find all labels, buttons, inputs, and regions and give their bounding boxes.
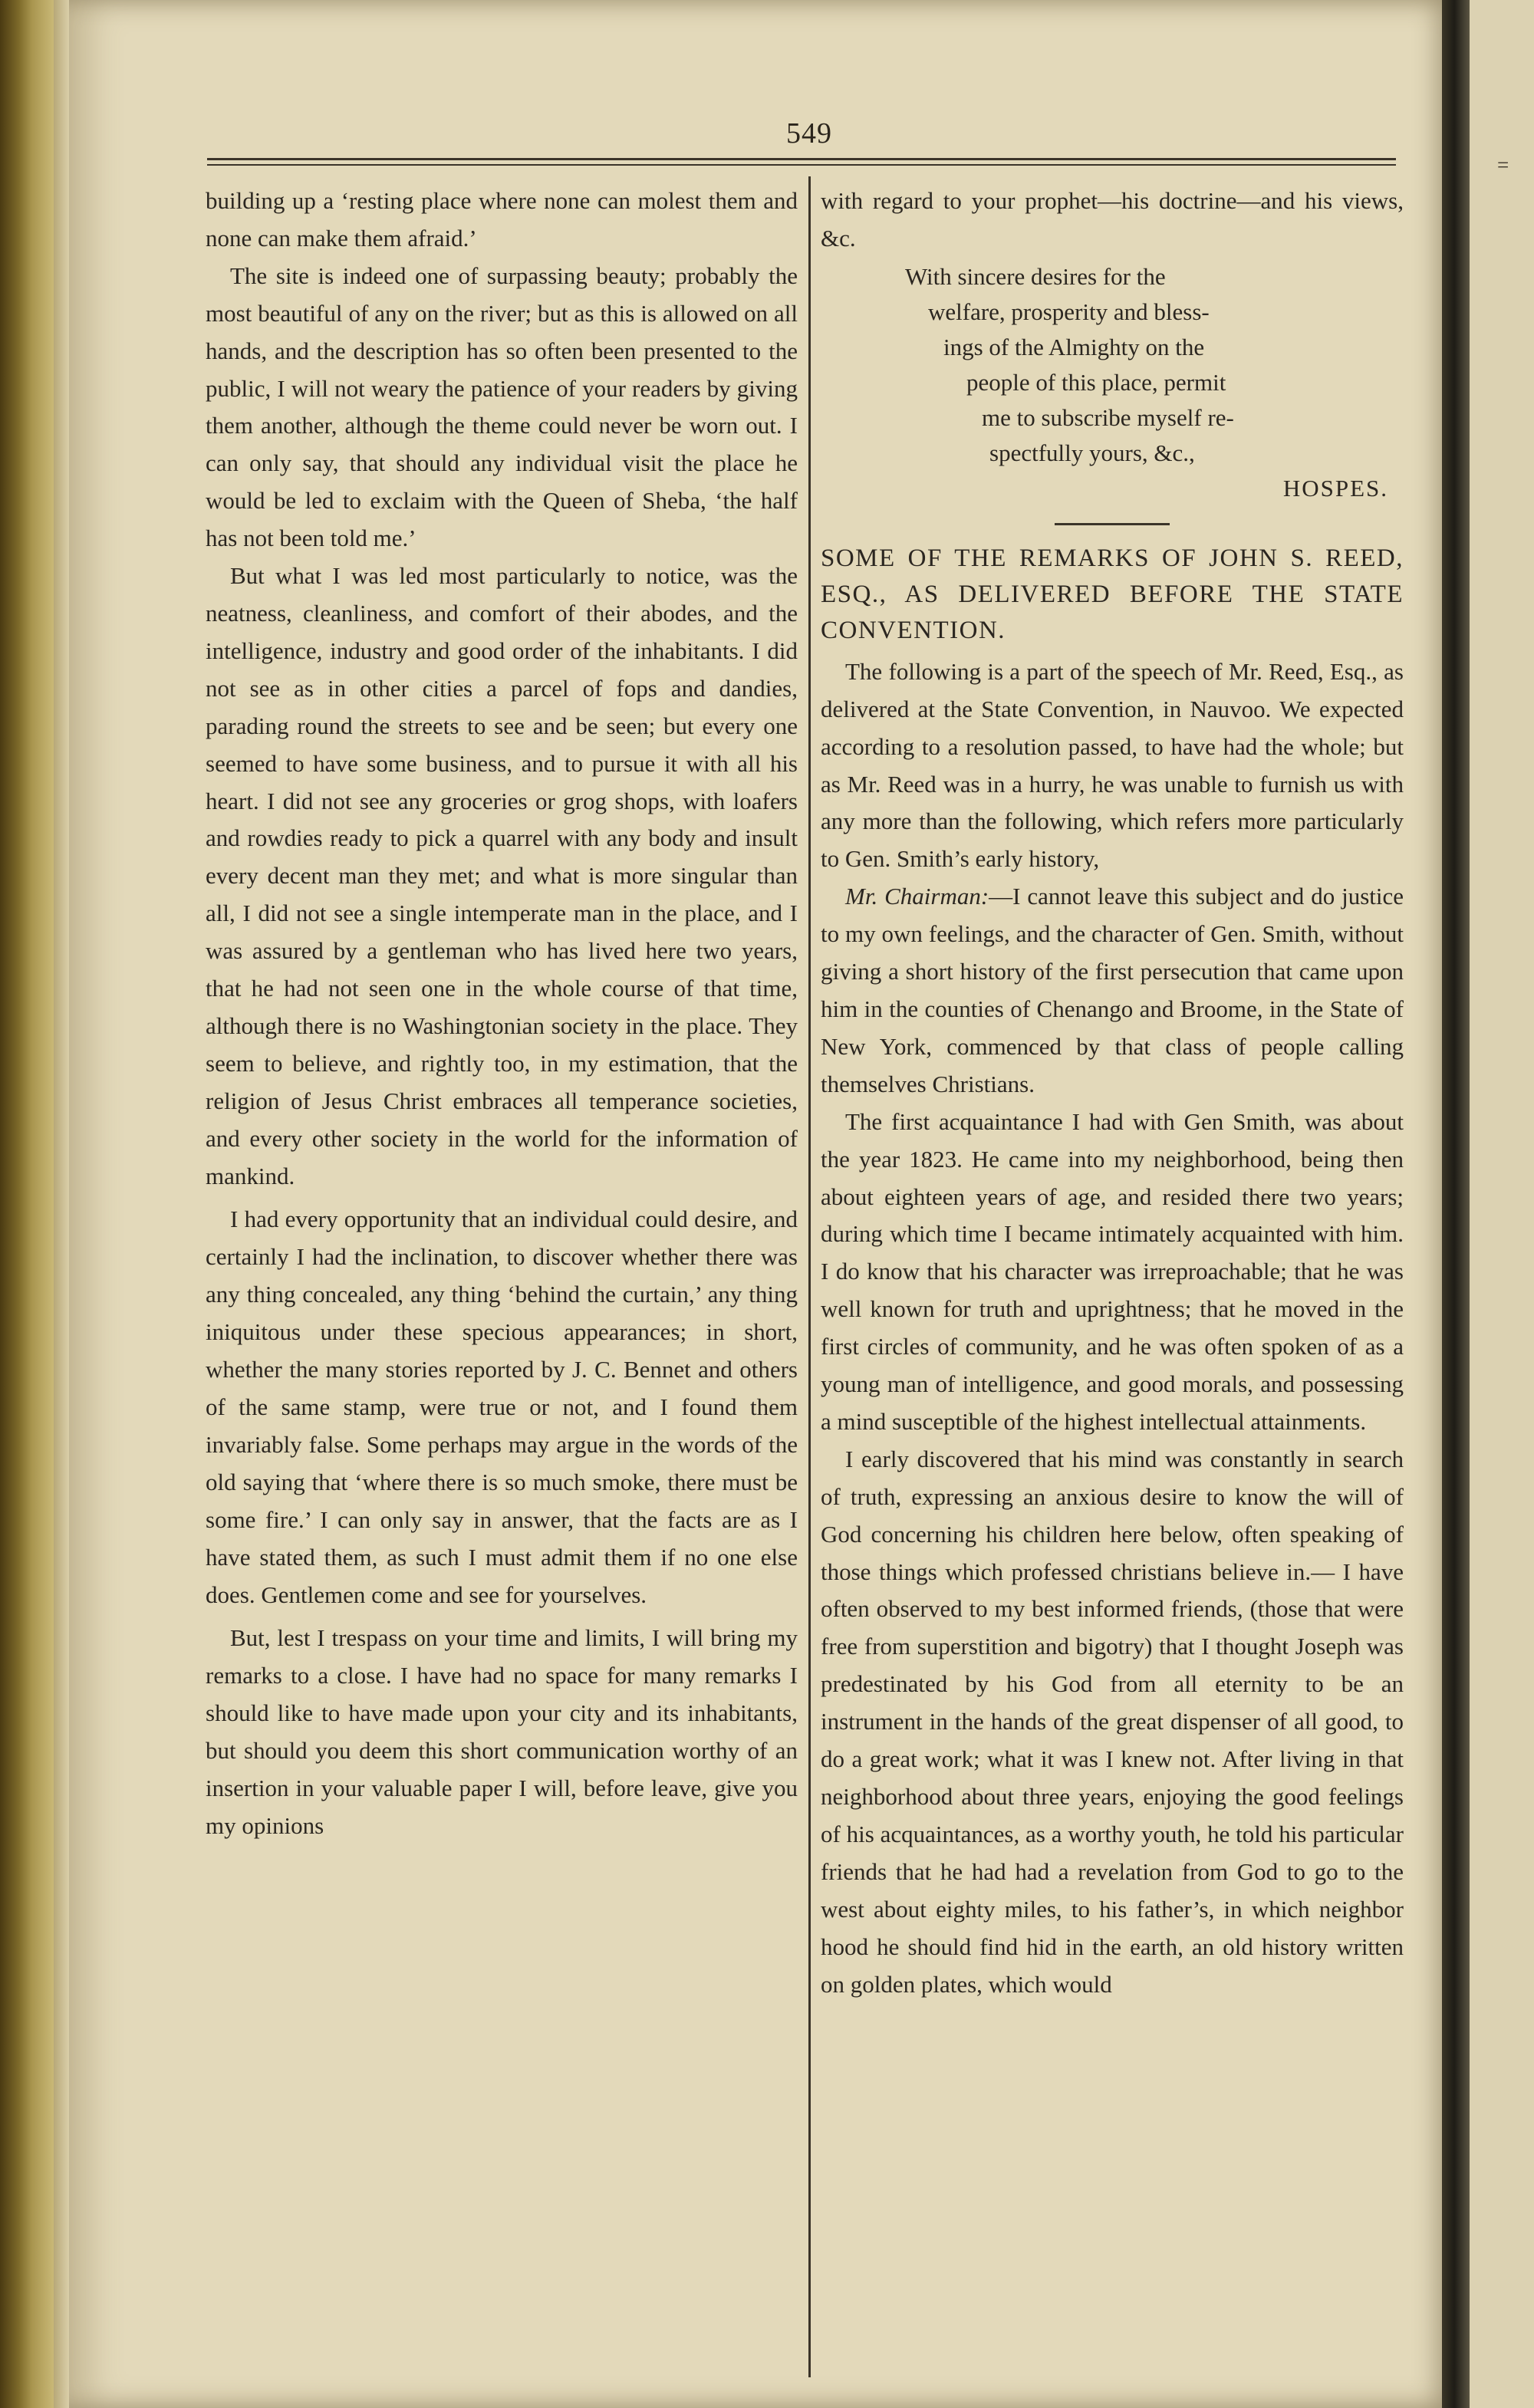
adjacent-page-fragment: = xyxy=(1497,153,1509,176)
paragraph: I early discovered that his mind was constantly in search of truth, expressing an anxious desire to know the will of God concerning his children here below, often speaking of those things which professed christians believe in.— I have often observed to my best informed friends, (those that were free from superstition and bigotry) that I thought Joseph was predestinated by his God from all eternity to be an instrument in the hands of the great dispenser of all good, to do a great work; what it was I knew not. After living in that neighborhood about three years, enjoying the good feelings of his acquaintances, as a worthy youth, he told his particular friends that he had had a revelation from God to go to the west about eighty miles, to his father’s, in which neighbor hood he should find hid in the earth, an old history written on golden plates, which would xyxy=(821,1445,1404,1998)
closing-line: welfare, prosperity and bless- xyxy=(928,298,1210,325)
speech-opening xyxy=(821,878,1404,1103)
book-gutter xyxy=(1442,0,1470,2408)
left-column xyxy=(206,183,798,1845)
section-rule xyxy=(1055,523,1170,525)
adjacent-page xyxy=(1470,0,1534,2408)
paragraph: But what I was led most particularly to notice, was the neatness, cleanliness, and comfort of their abodes, and the intelligence, industry and good order of the inhabitants. I did not see as in other cities a parcel of fops and dandies, parading round the streets to see and be seen; but every one seemed to have some business, and to pursue it with all his heart. I did not see any groceries or grog shops, with loafers and rowdies ready to pick a quarrel with any body and insult every decent man they met; and what is more singular than all, I did not see a single intemperate man in the place, and I was assured by a gentleman who has lived here two years, that he had not seen one in the whole course of that time, although there is no Washingtonian society in the place. They seem to believe, and rightly too, in my estimation, that the religion of Jesus Christ embraces all temperance societies, and every other society in the world for the information of mankind. xyxy=(206,562,798,1189)
letter-continuation: with regard to your prophet—his doctrine—and his views, &c. xyxy=(821,187,1404,252)
header-rule-double xyxy=(207,164,1396,166)
closing-line: ings of the Almighty on the xyxy=(943,333,1205,360)
closing-line: me to subscribe myself re- xyxy=(982,403,1234,431)
paragraph: building up a ‘resting place where none can molest them and none can make them afraid.’ xyxy=(206,187,798,252)
article-heading: SOME OF THE REMARKS OF JOHN S. REED, ESQ., AS DELIVERED BEFORE THE STATE CONVENTION. xyxy=(821,544,1404,644)
paragraph: I had every opportunity that an individual could desire, and certainly I had the inclination, to discover whether there was any thing concealed, any thing ‘behind the curtain,’ any thing iniquitous under these specious appearances; in short, whether the many stories reported by J. C. Bennet and others of the same stamp, were true or not, and I found them invariably false. Some perhaps may argue in the words of the old saying that ‘where there is so much smoke, there must be some fire.’ I can only say in answer, that the facts are as I have stated them, as such I must admit them if no one else does. Gentlemen come and see for yourselves. xyxy=(206,1206,798,1608)
right-column xyxy=(821,183,1404,2003)
closing-line: With sincere desires for the xyxy=(905,262,1166,290)
closing-line: spectfully yours, &c., xyxy=(989,439,1195,466)
letter-closing xyxy=(821,259,1404,506)
paragraph: But, lest I trespass on your time and limits, I will bring my remarks to a close. I have had no space for many remarks I should like to have made upon your city and its inhabitants, but should you deem this short communication worthy of an insertion in your valuable paper I will, before leave, give you my opinions xyxy=(206,1624,798,1839)
column-divider xyxy=(808,176,811,2377)
signature: HOSPES. xyxy=(1282,474,1388,502)
page-edge xyxy=(54,0,69,2408)
speech-address: Mr. Chairman: xyxy=(845,883,989,910)
closing-line: people of this place, permit xyxy=(966,368,1226,396)
book-binding xyxy=(0,0,54,2408)
article-intro: The following is a part of the speech of Mr. Reed, Esq., as delivered at the State Convention, in Nauvoo. We expected according to a resolution passed, to have had the whole; but as Mr. Reed was in a hurry, he was unable to furnish us with any more than the following, which refers more particularly to Gen. Smith’s early history, xyxy=(821,657,1404,873)
paragraph: The first acquaintance I had with Gen Smith, was about the year 1823. He came into my neighborhood, being then about eighteen years of age, and resided there two years; during which time I became intimately acquainted with him. I do know that his character was irreproachable; that he was well known for truth and uprightness; that he moved in the first circles of community, and he was often spoken of as a young man of intelligence, and good morals, and possessing a mind susceptible of the highest intellectual attainments. xyxy=(821,1107,1404,1435)
page-number: 549 xyxy=(786,117,832,150)
speech-opening-text: —I cannot leave this subject and do justice to my own feelings, and the character of Gen. Smith, without giving a short history of the first persecution that came upon him in the counties of Chenango and Broome, in the State of New York, commenced by that class of people calling themselves Christians. xyxy=(821,883,1404,1097)
header-rule xyxy=(207,158,1396,160)
paragraph: The site is indeed one of surpassing beauty; probably the most beautiful of any on the river; but as this is allowed on all hands, and the description has so often been presented to the public, I will not weary the patience of your readers by giving them another, although the theme could never be worn out. I can only say, that should any individual visit the place he would be led to exclaim with the Queen of Sheba, ‘the half has not been told me.’ xyxy=(206,262,798,552)
